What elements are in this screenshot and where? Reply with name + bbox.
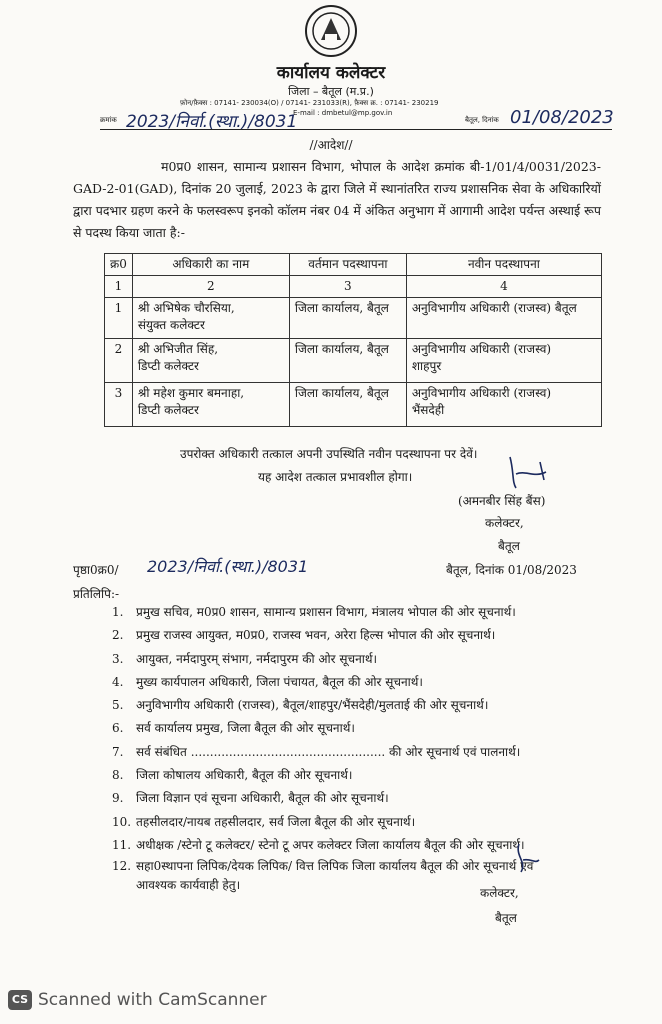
new-posting-place: शाहपुर <box>411 359 442 373</box>
list-text: प्रमुख सचिव, म0प्र0 शासन, सामान्य प्रशासन विभाग, मंत्रालय भोपाल की ओर सूचनार्थ। <box>136 605 516 619</box>
list-item <box>112 811 552 834</box>
email-line: E-mail : dmbetul@mp.gov.in <box>293 109 393 117</box>
list-number: 4. <box>112 674 124 689</box>
effective-line: यह आदेश तत्काल प्रभावशील होगा। <box>258 470 413 484</box>
emblem-logo <box>303 4 359 58</box>
new-posting-place: भैंसदेही <box>411 403 445 417</box>
header-divider <box>100 129 612 130</box>
header-cell: क्र0 <box>105 254 133 276</box>
date-label: बैतूल, दिनांक <box>465 116 499 124</box>
collector-signature <box>500 452 560 492</box>
new-posting-line: अनुविभागीय अधिकारी (राजस्व) <box>411 386 552 400</box>
order-date: 01/08/2023 <box>510 107 614 128</box>
new-posting <box>406 298 601 339</box>
current-posting: जिला कार्यालय, बैतूल <box>289 383 406 427</box>
order-number-label: क्रमांक <box>100 116 117 124</box>
officer-designation: संयुक्त कलेक्टर <box>137 318 205 332</box>
new-posting-line: अनुविभागीय अधिकारी (राजस्व) <box>411 342 552 356</box>
officer-name <box>132 383 289 427</box>
list-item <box>112 694 552 717</box>
officer-name-line: श्री अभिजीत सिंह, <box>137 342 219 356</box>
camscanner-logo-icon: CS <box>8 990 32 1010</box>
signatory-title: कलेक्टर, <box>485 516 524 530</box>
posting-table <box>104 253 602 427</box>
scanner-watermark: Scanned with CamScanner <box>38 990 267 1010</box>
list-text: मुख्य कार्यपालन अधिकारी, जिला पंचायत, बैतूल की ओर सूचनार्थ। <box>136 674 423 689</box>
copy-heading: प्रतिलिपि:- <box>73 587 120 601</box>
instruction-line: उपरोक्त अधिकारी तत्काल अपनी उपस्थिति नवीन पदस्थापना पर देवें। <box>180 447 478 461</box>
list-text: सर्व संबंधित ................................................... की ओर सूचनार्थ एवं पालनार्थ। <box>136 744 521 759</box>
serial-number: 1 <box>105 298 133 339</box>
column-number: 4 <box>406 276 601 298</box>
signatory-name: (अमनबीर सिंह बैंस) <box>458 494 546 508</box>
order-heading: //आदेश// <box>309 138 353 152</box>
final-signatory-place: बैतूल <box>495 911 517 925</box>
header-cell: नवीन पदस्थापना <box>406 254 601 276</box>
list-number: 3. <box>112 651 124 666</box>
list-text: प्रमुख राजस्व आयुक्त, म0प्र0, राजस्व भवन, अरेरा हिल्स भोपाल की ओर सूचनार्थ। <box>136 628 496 643</box>
column-number-row <box>105 276 602 298</box>
list-item <box>112 764 552 787</box>
district-line: जिला – बैतूल (म.प्र.) <box>288 85 374 98</box>
endorsement-date: बैतूल, दिनांक 01/08/2023 <box>446 563 577 577</box>
table-header-row <box>105 254 602 276</box>
new-posting-line: अनुविभागीय अधिकारी (राजस्व) बैतूल <box>411 301 577 315</box>
officer-name <box>132 298 289 339</box>
table-row <box>105 339 602 383</box>
list-text: सर्व कार्यालय प्रमुख, जिला बैतूल की ओर सूचनार्थ। <box>136 721 355 736</box>
office-title: कार्यालय कलेक्टर <box>276 63 386 83</box>
new-posting <box>406 339 601 383</box>
list-text: सहा0स्थापना लिपिक/देयक लिपिक/ वित्त लिपिक जिला कार्यालय बैतूल की ओर सूचनार्थ एवं <box>136 859 534 874</box>
order-number: 2023/निर्वा.(स्था.)/8031 <box>126 112 298 132</box>
list-item <box>112 671 552 694</box>
endorsement-prefix: पृष्ठा0क्र0/ <box>73 563 119 577</box>
header-cell: अधिकारी का नाम <box>132 254 289 276</box>
list-item <box>112 717 552 740</box>
current-posting: जिला कार्यालय, बैतूल <box>289 298 406 339</box>
list-item <box>112 834 552 857</box>
contact-line: फ़ोन/फ़ैक्स : 07141- 230034(O) / 07141- 231033(R), फ़ैक्स क्र. : 07141- 230219 <box>180 99 439 107</box>
final-signature <box>505 840 545 880</box>
list-item <box>112 648 552 671</box>
table-row <box>105 383 602 427</box>
list-number: 12. <box>112 859 132 874</box>
list-number: 2. <box>112 628 124 643</box>
signatory-place: बैतूल <box>498 539 520 553</box>
final-signatory-title: कलेक्टर, <box>480 886 519 900</box>
list-text: आयुक्त, नर्मदापुरम् संभाग, नर्मदापुरम की ओर सूचनार्थ। <box>136 651 378 666</box>
officer-name <box>132 339 289 383</box>
list-text: जिला विज्ञान एवं सूचना अधिकारी, बैतूल की ओर सूचनार्थ। <box>136 791 389 806</box>
officer-name-line: श्री महेश कुमार बमनाहा, <box>137 386 245 400</box>
list-item <box>112 624 552 647</box>
list-number: 11. <box>112 837 132 852</box>
list-number: 7. <box>112 744 124 759</box>
list-number: 5. <box>112 698 124 713</box>
endorsement-number: 2023/निर्वा.(स्था.)/8031 <box>147 557 309 576</box>
header-cell: वर्तमान पदस्थापना <box>289 254 406 276</box>
officer-designation: डिप्टी कलेक्टर <box>137 359 199 373</box>
list-text: जिला कोषालय अधिकारी, बैतूल की ओर सूचनार्थ। <box>136 768 353 783</box>
list-number: 6. <box>112 721 124 736</box>
order-body-text: म0प्र0 शासन, सामान्य प्रशासन विभाग, भोपाल के आदेश क्रमांक बी-1/01/4/0031/2023-GAD-2-01(GAD), दिनांक 20 जुलाई, 2023 के द्वारा जिले में स्थानांतरित राज्य प्रशासनिक सेवा के अधिकारियों द्वारा पदभार ग्रहण करने के फलस्वरूप इनको कॉलम नंबर 04 में अंकित अनुभाग में आगामी आदेश पर्यन्त अस्थाई रूप से पदस्थ किया जाता है:- <box>73 159 601 240</box>
list-text: अनुविभागीय अधिकारी (राजस्व), बैतूल/शाहपुर/भैंसदेही/मुलताई की ओर सूचनार्थ। <box>136 698 489 713</box>
column-number: 2 <box>132 276 289 298</box>
list-number: 10. <box>112 814 132 829</box>
officer-designation: डिप्टी कलेक्टर <box>137 403 199 417</box>
list-number: 1. <box>112 605 124 619</box>
list-number: 9. <box>112 791 124 806</box>
list-item <box>112 787 552 810</box>
column-number: 1 <box>105 276 133 298</box>
serial-number: 3 <box>105 383 133 427</box>
current-posting: जिला कार्यालय, बैतूल <box>289 339 406 383</box>
list-number: 8. <box>112 768 124 783</box>
copy-list <box>112 601 552 895</box>
new-posting <box>406 383 601 427</box>
order-body <box>73 156 601 244</box>
list-text: अधीक्षक /स्टेनो टू कलेक्टर/ स्टेनो टू अपर कलेक्टर जिला कार्यालय बैतूल की ओर सूचनार्थ। <box>136 837 525 852</box>
list-item <box>112 741 552 764</box>
list-item <box>112 601 552 624</box>
column-number: 3 <box>289 276 406 298</box>
list-text: तहसीलदार/नायब तहसीलदार, सर्व जिला बैतूल की ओर सूचनार्थ। <box>136 814 416 829</box>
officer-name-line: श्री अभिषेक चौरसिया, <box>137 301 235 315</box>
list-text-continued: आवश्यक कार्यवाही हेतु। <box>136 878 241 893</box>
serial-number: 2 <box>105 339 133 383</box>
table-row <box>105 298 602 339</box>
